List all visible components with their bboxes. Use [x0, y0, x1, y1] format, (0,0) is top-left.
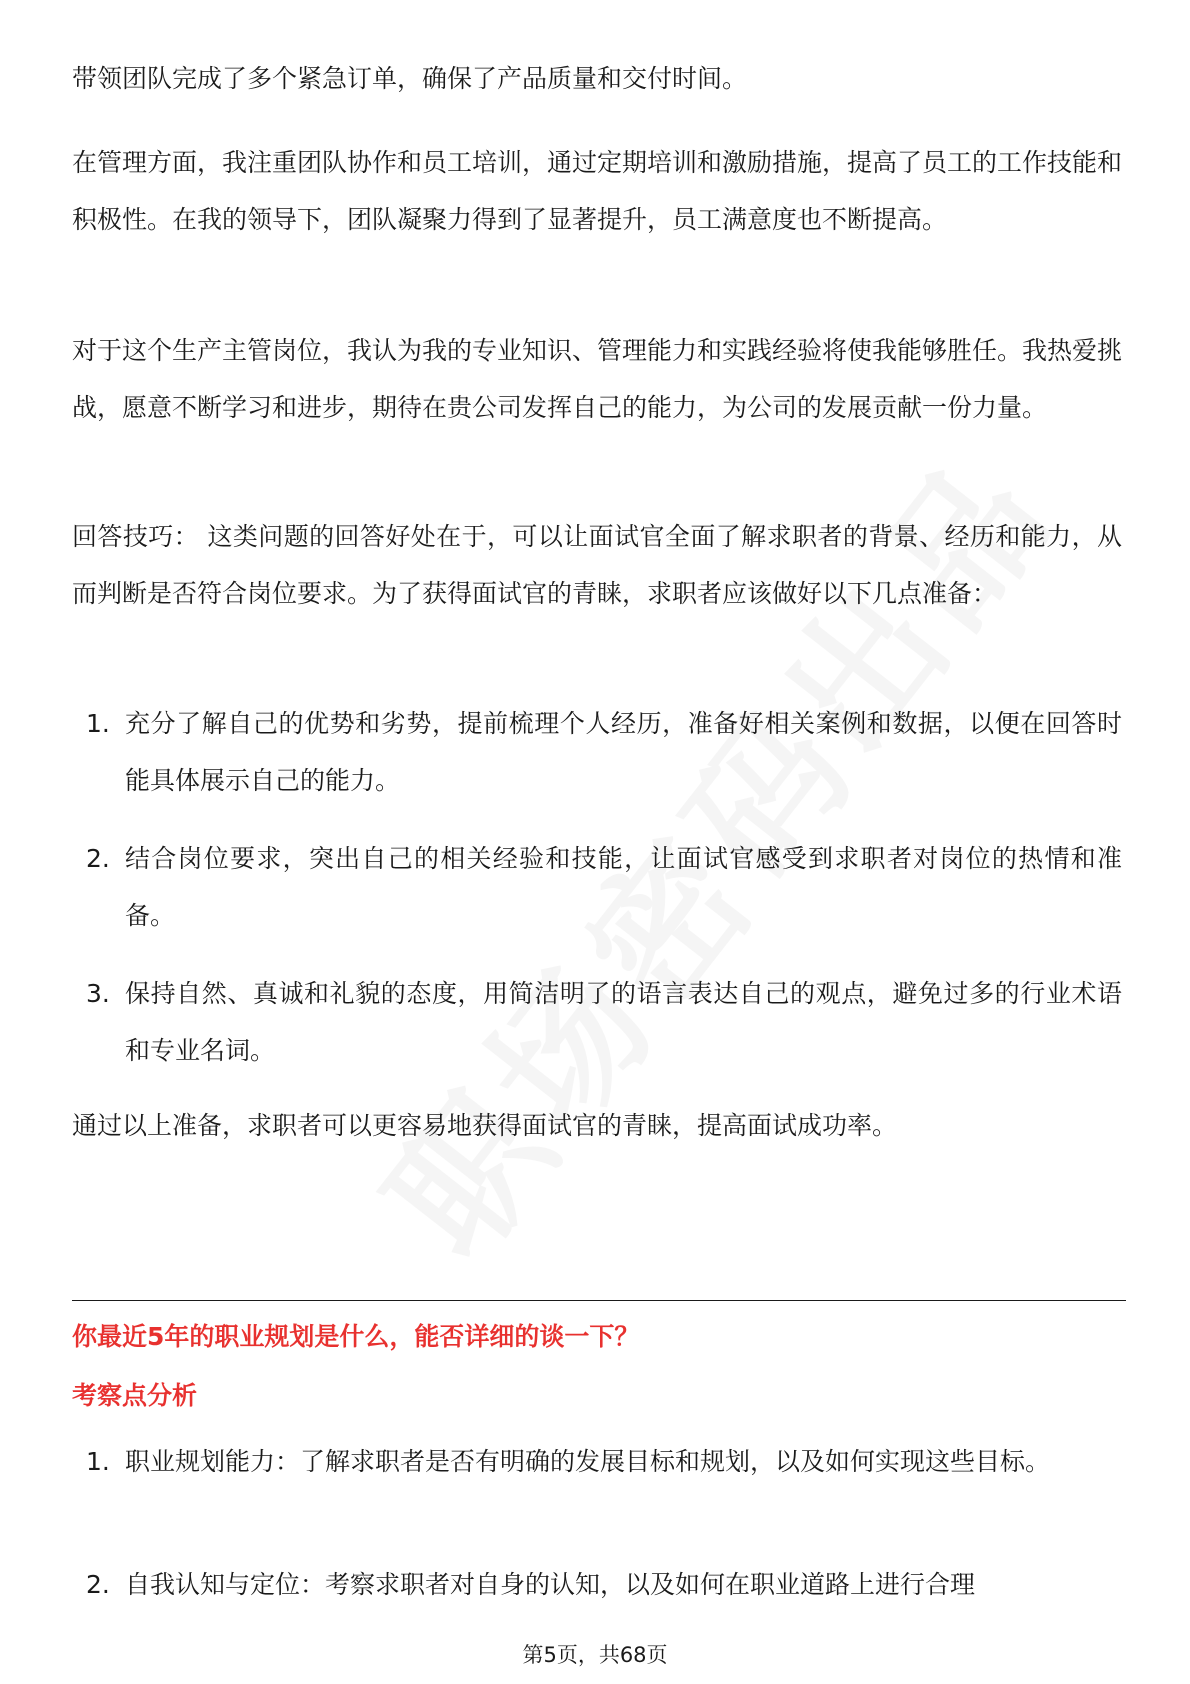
list-text: 自我认知与定位：考察求职者对自身的认知，以及如何在职业道路上进行合理 [125, 1570, 976, 1599]
analysis-heading: 考察点分析 [72, 1381, 198, 1410]
list-number: 1. [86, 709, 110, 738]
list-text: 结合岗位要求，突出自己的相关经验和技能，让面试官感受到求职者对岗位的热情和准备。 [125, 844, 1122, 930]
page-footer: 第5页，共68页 [522, 1643, 668, 1667]
paragraph-1: 带领团队完成了多个紧急订单，确保了产品质量和交付时间。 [72, 64, 748, 93]
paragraph-3: 对于这个生产主管岗位，我认为我的专业知识、管理能力和实践经验将使我能够胜任。我热爱挑战，愿意不断学习和进步，期待在贵公司发挥自己的能力，为公司的发展贡献一份力量。 [72, 336, 1123, 422]
paragraph-conclusion: 通过以上准备，求职者可以更容易地获得面试官的青睐，提高面试成功率。 [72, 1111, 898, 1140]
list-text: 职业规划能力：了解求职者是否有明确的发展目标和规划，以及如何实现这些目标。 [125, 1447, 1051, 1476]
list-number: 1. [86, 1447, 110, 1476]
paragraph-answer-tips: 回答技巧： 这类问题的回答好处在于，可以让面试官全面了解求职者的背景、经历和能力，从而判断是否符合岗位要求。为了获得面试官的青睐，求职者应该做好以下几点准备： [72, 522, 1122, 608]
paragraph-2: 在管理方面，我注重团队协作和员工培训，通过定期培训和激励措施，提高了员工的工作技能和积极性。在我的领导下，团队凝聚力得到了显著提升，员工满意度也不断提高。 [72, 148, 1123, 234]
list-text: 保持自然、真诚和礼貌的态度，用简洁明了的语言表达自己的观点，避免过多的行业术语和专业名词。 [125, 979, 1122, 1065]
list-number: 2. [86, 1570, 110, 1599]
list-number: 3. [86, 979, 110, 1008]
list-text: 充分了解自己的优势和劣势，提前梳理个人经历，准备好相关案例和数据，以便在回答时能具体展示自己的能力。 [125, 709, 1122, 795]
section-divider [72, 1300, 1126, 1301]
list-number: 2. [86, 844, 110, 873]
question-heading: 你最近5年的职业规划是什么，能否详细的谈一下？ [72, 1322, 640, 1351]
